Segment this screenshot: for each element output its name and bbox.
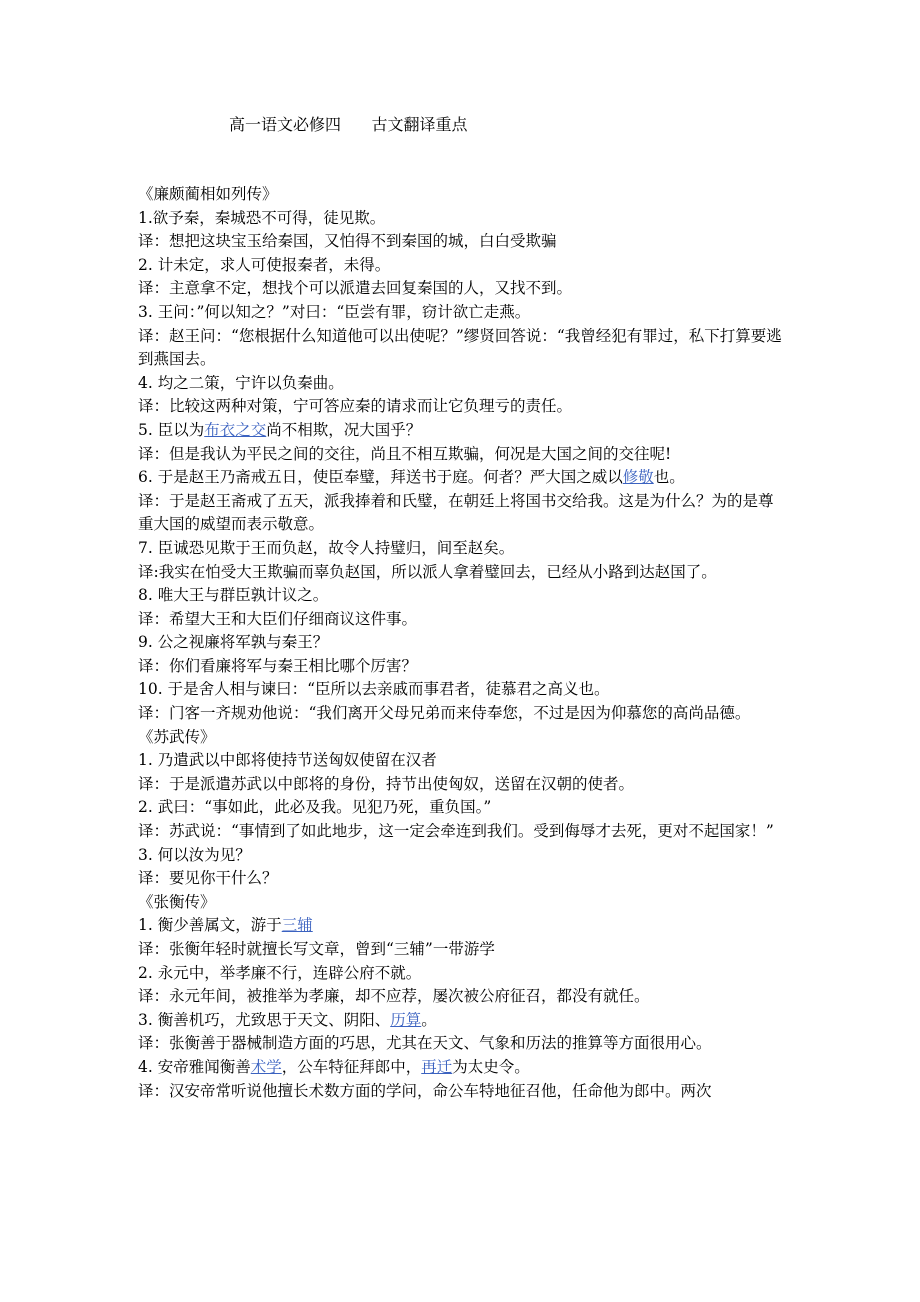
sentence-text: 译:我实在怕受大王欺骗而辜负赵国，所以派人拿着璧回去，已经从小路到达赵国了。 (138, 562, 717, 581)
translation-sentence (138, 985, 788, 1009)
glossary-link[interactable]: 历算 (390, 1010, 422, 1029)
sentence-text: 也。 (653, 468, 685, 487)
translation-sentence (138, 867, 788, 891)
sentence-text: 10. 于是舍人相与谏曰：“臣所以去亲戚而事君者，徒慕君之高义也。 (138, 680, 610, 699)
translation-sentence (138, 561, 788, 585)
source-sentence (138, 678, 788, 702)
sentence-text: 译：要见你干什么？ (138, 869, 278, 888)
source-sentence (138, 749, 788, 773)
sentence-text: ，公车特征拜郎中， (281, 1057, 422, 1076)
sentence-text: 译：想把这块宝玉给秦国，又怕得不到秦国的城，白白受欺骗 (138, 232, 557, 251)
source-sentence (138, 254, 788, 278)
source-sentence (138, 372, 788, 396)
translation-sentence (138, 277, 788, 301)
section-heading: 《廉颇蔺相如列传》 (138, 185, 278, 203)
sentence-text: 尚不相欺，况大国乎？ (266, 420, 422, 439)
source-sentence (138, 207, 788, 231)
sentence-text: 1.欲予秦，秦城恐不可得，徒见欺。 (138, 208, 386, 227)
sentence-text: 4. 安帝雅闻衡善 (138, 1057, 251, 1076)
sentence-text: 9. 公之视廉将军孰与秦王？ (138, 633, 329, 652)
source-sentence (138, 844, 788, 868)
translation-sentence (138, 230, 788, 254)
sentence-text: 6. 于是赵王乃斋戒五日，使臣奉璧，拜送书于庭。何者？严大国之威以 (138, 468, 623, 487)
translation-sentence (138, 938, 788, 962)
source-sentence (138, 1009, 788, 1033)
sentence-text: 1. 乃遣武以中郎将使持节送匈奴使留在汉者 (138, 751, 437, 770)
translation-sentence (138, 325, 788, 372)
translation-sentence (138, 655, 788, 679)
sentence-text: 2. 永元中，举孝廉不行，连辟公府不就。 (138, 963, 422, 982)
sentence-text: 4. 均之二策，宁许以负秦曲。 (138, 373, 344, 392)
source-sentence (138, 301, 788, 325)
document-title: 高一语文必修四 古文翻译重点 (229, 115, 468, 134)
sentence-text: 译：汉安帝常听说他擅长术数方面的学问，命公车特地征召他，任命他为郎中。两次 (138, 1081, 712, 1100)
sentence-text: 。 (421, 1010, 437, 1029)
source-sentence (138, 631, 788, 655)
source-sentence (138, 962, 788, 986)
sentence-text: 译：赵王问：“您根据什么知道他可以出使呢？”缪贤回答说：“我曾经犯有罪过，私下打算要逃到燕国去。 (138, 326, 782, 369)
sentence-text: 为太史令。 (452, 1057, 530, 1076)
sentence-text: 2. 计未定，求人可使报秦者，未得。 (138, 255, 391, 274)
translation-sentence (138, 608, 788, 632)
glossary-link[interactable]: 术学 (250, 1057, 282, 1076)
sentence-text: 译：苏武说：“事情到了如此地步，这一定会牵连到我们。受到侮辱才去死，更对不起国家！” (138, 822, 774, 841)
section-heading: 《张衡传》 (138, 892, 216, 911)
glossary-link[interactable]: 布衣之交 (204, 420, 267, 439)
translation-sentence (138, 773, 788, 797)
sentence-text: 译：主意拿不定，想找个可以派遣去回复秦国的人，又找不到。 (138, 279, 573, 298)
glossary-link[interactable]: 再迁 (421, 1057, 453, 1076)
sentence-text: 译：门客一齐规劝他说：“我们离开父母兄弟而来侍奉您，不过是因为仰慕您的高尚品德。 (138, 704, 751, 723)
sentence-text: 3. 衡善机巧，尤致思于天文、阴阳、 (138, 1010, 391, 1029)
section-heading: 《苏武传》 (138, 727, 216, 746)
source-sentence (138, 584, 788, 608)
sentence-text: 译：于是派遣苏武以中郎将的身份，持节出使匈奴，送留在汉朝的使者。 (138, 774, 635, 793)
translation-sentence (138, 702, 788, 726)
translation-sentence (138, 1080, 788, 1104)
glossary-link[interactable]: 修敬 (622, 468, 654, 487)
translation-sentence (138, 1032, 788, 1056)
source-sentence (138, 419, 788, 443)
translation-sentence (138, 395, 788, 419)
source-sentence (138, 796, 788, 820)
sentence-text: 译：张衡年轻时就擅长写文章，曾到“三辅”一带游学 (138, 940, 495, 958)
sentence-text: 5. 臣以为 (138, 420, 205, 439)
sentence-text: 译：你们看廉将军与秦王相比哪个厉害？ (138, 656, 418, 675)
sentence-text: 译：希望大王和大臣们仔细商议这件事。 (138, 609, 418, 628)
translation-sentence (138, 443, 788, 467)
source-sentence (138, 466, 788, 490)
sentence-text: 7. 臣诚恐见欺于王而负赵，故令人持璧归，间至赵矣。 (138, 538, 515, 557)
sentence-text: 译：永元年间，被推举为孝廉，却不应荐，屡次被公府征召，都没有就任。 (138, 987, 650, 1006)
sentence-text: 1. 衡少善属文，游于 (138, 916, 282, 935)
source-sentence (138, 537, 788, 561)
sentence-text: 译：于是赵王斋戒了五天，派我捧着和氏璧，在朝廷上将国书交给我。这是为什么？为的是尊重大国的威望而表示敬意。 (138, 491, 774, 534)
translation-sentence (138, 490, 788, 537)
glossary-link[interactable]: 三辅 (281, 916, 313, 935)
document-body (138, 183, 788, 1103)
sentence-text: 译：比较这两种对策，宁可答应秦的请求而让它负理亏的责任。 (138, 397, 573, 416)
sentence-text: 3. 王问：”何以知之？”对曰：“臣尝有罪，窃计欲亡走燕。 (138, 302, 531, 321)
translation-sentence (138, 820, 788, 844)
source-sentence (138, 1056, 788, 1080)
sentence-text: 3. 何以汝为见？ (138, 845, 251, 864)
sentence-text: 译：张衡善于器械制造方面的巧思，尤其在天文、气象和历法的推算等方面很用心。 (138, 1034, 712, 1053)
sentence-text: 2. 武曰：“事如此，此必及我。见犯乃死，重负国。” (138, 798, 492, 817)
source-sentence (138, 914, 788, 938)
sentence-text: 8. 唯大王与群臣孰计议之。 (138, 586, 329, 605)
sentence-text: 译：但是我认为平民之间的交往，尚且不相互欺骗，何况是大国之间的交往呢! (138, 444, 672, 463)
